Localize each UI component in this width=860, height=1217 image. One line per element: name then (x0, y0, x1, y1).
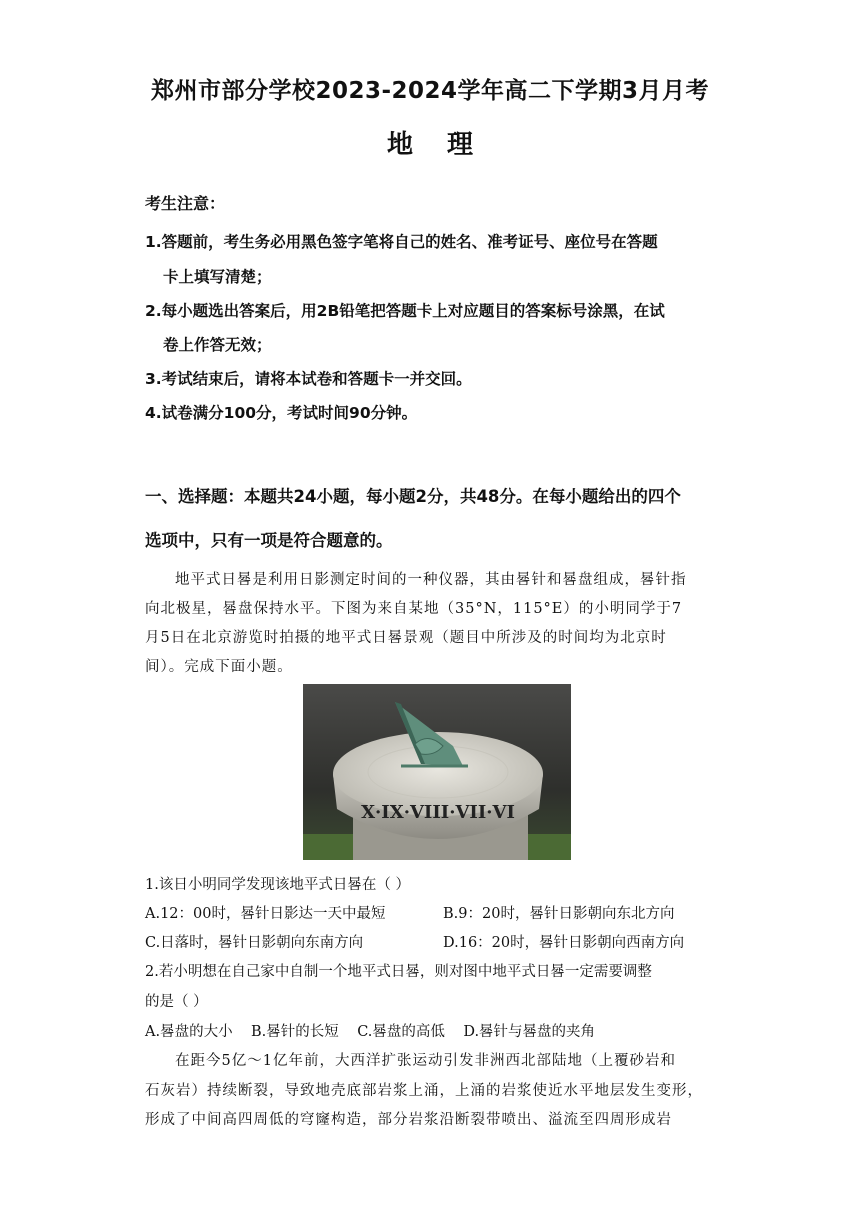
passage-2-line-2: 石灰岩）持续断裂，导致地壳底部岩浆上涌，上涌的岩浆使近水平地层发生变形， (145, 1083, 703, 1099)
passage-2-line-1: 在距今5亿～1亿年前，大西洋扩张运动引发非洲西北部陆地（上覆砂岩和 (175, 1053, 676, 1069)
notice-item-3: 3.考试结束后，请将本试卷和答题卡一并交回。 (145, 370, 472, 388)
notice-item-2-line-2: 卷上作答无效； (163, 336, 272, 354)
sundial-photo (303, 684, 571, 860)
q1-option-a: A.12：00时，晷针日影达一天中最短 (145, 906, 386, 922)
subject-title: 地理 (386, 130, 507, 160)
q1-option-d: D.16：20时，晷针日影朝向西南方向 (443, 935, 685, 951)
q2-stem-line-2: 的是（ ） (145, 994, 208, 1010)
q2-options: A.晷盘的大小 B.晷针的长短 C.晷盘的高低 D.晷针与晷盘的夹角 (145, 1024, 596, 1040)
q1-option-c: C.日落时，晷针日影朝向东南方向 (145, 935, 364, 951)
passage-1-line-2: 向北极星，晷盘保持水平。下图为来自某地（35°N，115°E）的小明同学于7 (145, 601, 683, 617)
section-heading-line-2: 选项中，只有一项是符合题意的。 (145, 531, 393, 550)
passage-2-line-3: 形成了中间高四周低的穹窿构造，部分岩浆沿断裂带喷出、溢流至四周形成岩 (145, 1112, 672, 1128)
notice-item-1-line-2: 卡上填写清楚； (163, 268, 272, 286)
notice-item-2-line-1: 2.每小题选出答案后，用2B铅笔把答题卡上对应题目的答案标号涂黑，在试 (145, 302, 665, 320)
notice-item-4: 4.试卷满分100分，考试时间90分钟。 (145, 404, 418, 422)
passage-1-line-1: 地平式日晷是利用日影测定时间的一种仪器，其由晷针和晷盘组成，晷针指 (175, 572, 687, 588)
q2-stem-line-1: 2.若小明想在自己家中自制一个地平式日晷，则对图中地平式日晷一定需要调整 (145, 964, 652, 980)
q1-stem: 1.该日小明同学发现该地平式日晷在（ ） (145, 877, 410, 893)
q1-option-b: B.9：20时，晷针日影朝向东北方向 (443, 906, 675, 922)
exam-title: 郑州市部分学校2023-2024学年高二下学期3月月考 (150, 78, 710, 104)
passage-1-line-3: 月5日在北京游览时拍摄的地平式日晷景观（题目中所涉及的时间均为北京时 (145, 630, 667, 646)
section-heading-line-1: 一、选择题：本题共24小题，每小题2分，共48分。在每小题给出的四个 (145, 487, 681, 506)
notice-item-1-line-1: 1.答题前，考生务必用黑色签字笔将自己的姓名、准考证号、座位号在答题 (145, 233, 658, 251)
sundial-numerals: X·IX·VIII·VII·VI (361, 802, 515, 823)
passage-1-line-4: 间）。完成下面小题。 (145, 659, 293, 675)
notice-heading: 考生注意： (145, 194, 226, 213)
